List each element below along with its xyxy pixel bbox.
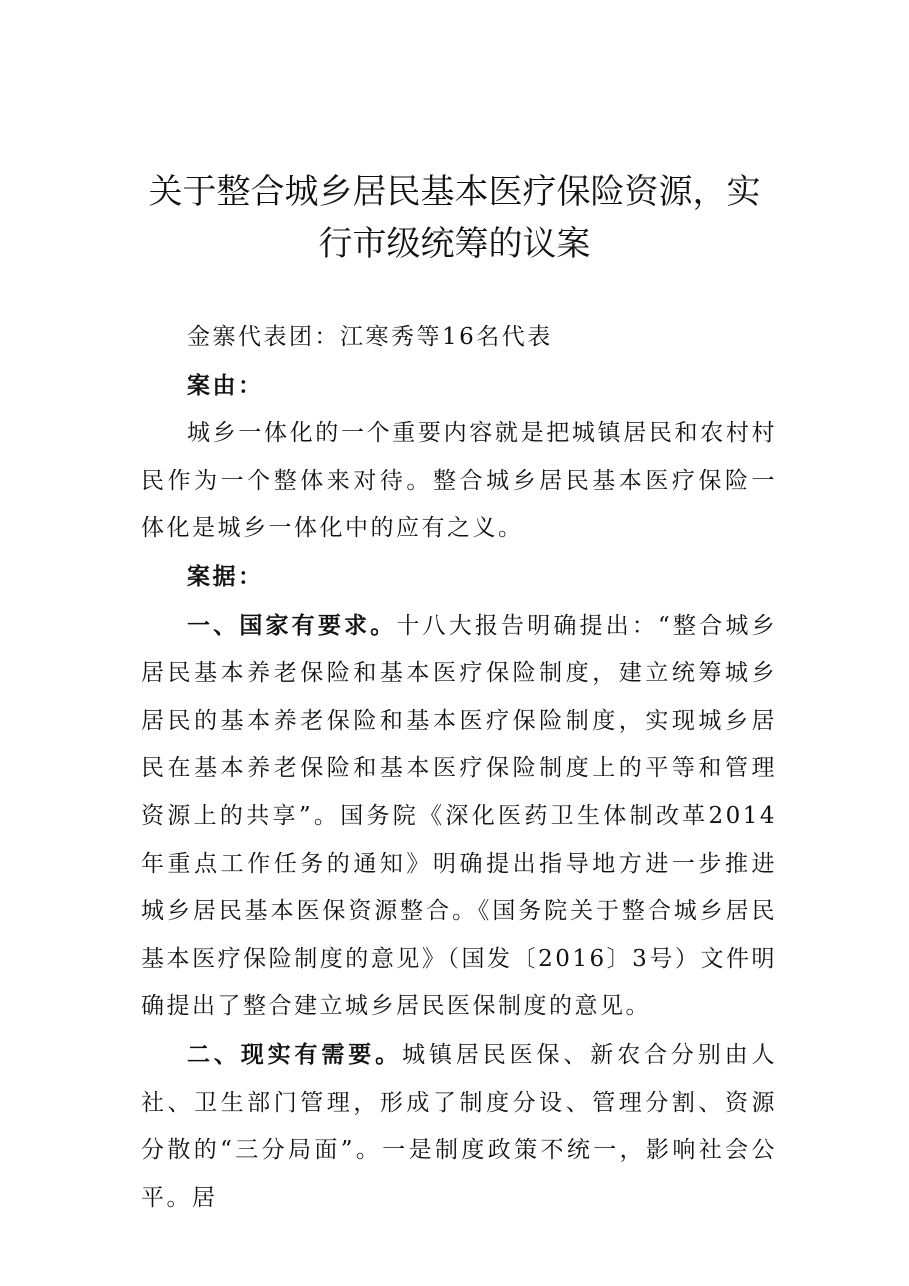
title-line-1: 关于整合城乡居民基本医疗保险资源，实 [148, 172, 761, 212]
reason-heading-paragraph [141, 362, 777, 411]
document-title [120, 166, 789, 270]
title-line-2: 行市级统筹的议案 [318, 224, 591, 264]
basis-heading: 案据： [187, 562, 264, 590]
point1-heading: 一、国家有要求。 [187, 611, 397, 639]
point2-heading: 二、现实有需要。 [187, 1040, 403, 1068]
document-body [141, 314, 777, 1222]
point2-paragraph [141, 1031, 777, 1222]
reason-paragraph: 城乡一体化的一个重要内容就是把城镇居民和农村村民作为一个整体来对待。整合城乡居民基本医疗保险一体化是城乡一体化中的应有之义。 [141, 420, 777, 542]
point1-paragraph [141, 602, 777, 1031]
point1-text: 十八大报告明确提出：“整合城乡居民基本养老保险和基本医疗保险制度，建立统筹城乡居民的基本养老保险和基本医疗保险制度，实现城乡居民在基本养老保险和基本医疗保险制度上的平等和管理资源上的共享”。国务院《深化医药卫生体制改革2014年重点工作任务的通知》明确提出指导地方进一步推进城乡居民基本医保资源整合。《国务院关于整合城乡居民基本医疗保险制度的意见》（国发〔2016〕3号）文件明确提出了整合建立城乡居民医保制度的意见。 [141, 612, 777, 1020]
reason-heading: 案由： [187, 371, 264, 399]
point2-text: 城镇居民医保、新农合分别由人社、卫生部门管理，形成了制度分设、管理分割、资源分散的“三分局面”。一是制度政策不统一，影响社会公平。居 [141, 1041, 778, 1211]
basis-heading-paragraph [141, 553, 777, 602]
proposer-line: 金寨代表团：江寒秀等16名代表 [187, 324, 553, 350]
